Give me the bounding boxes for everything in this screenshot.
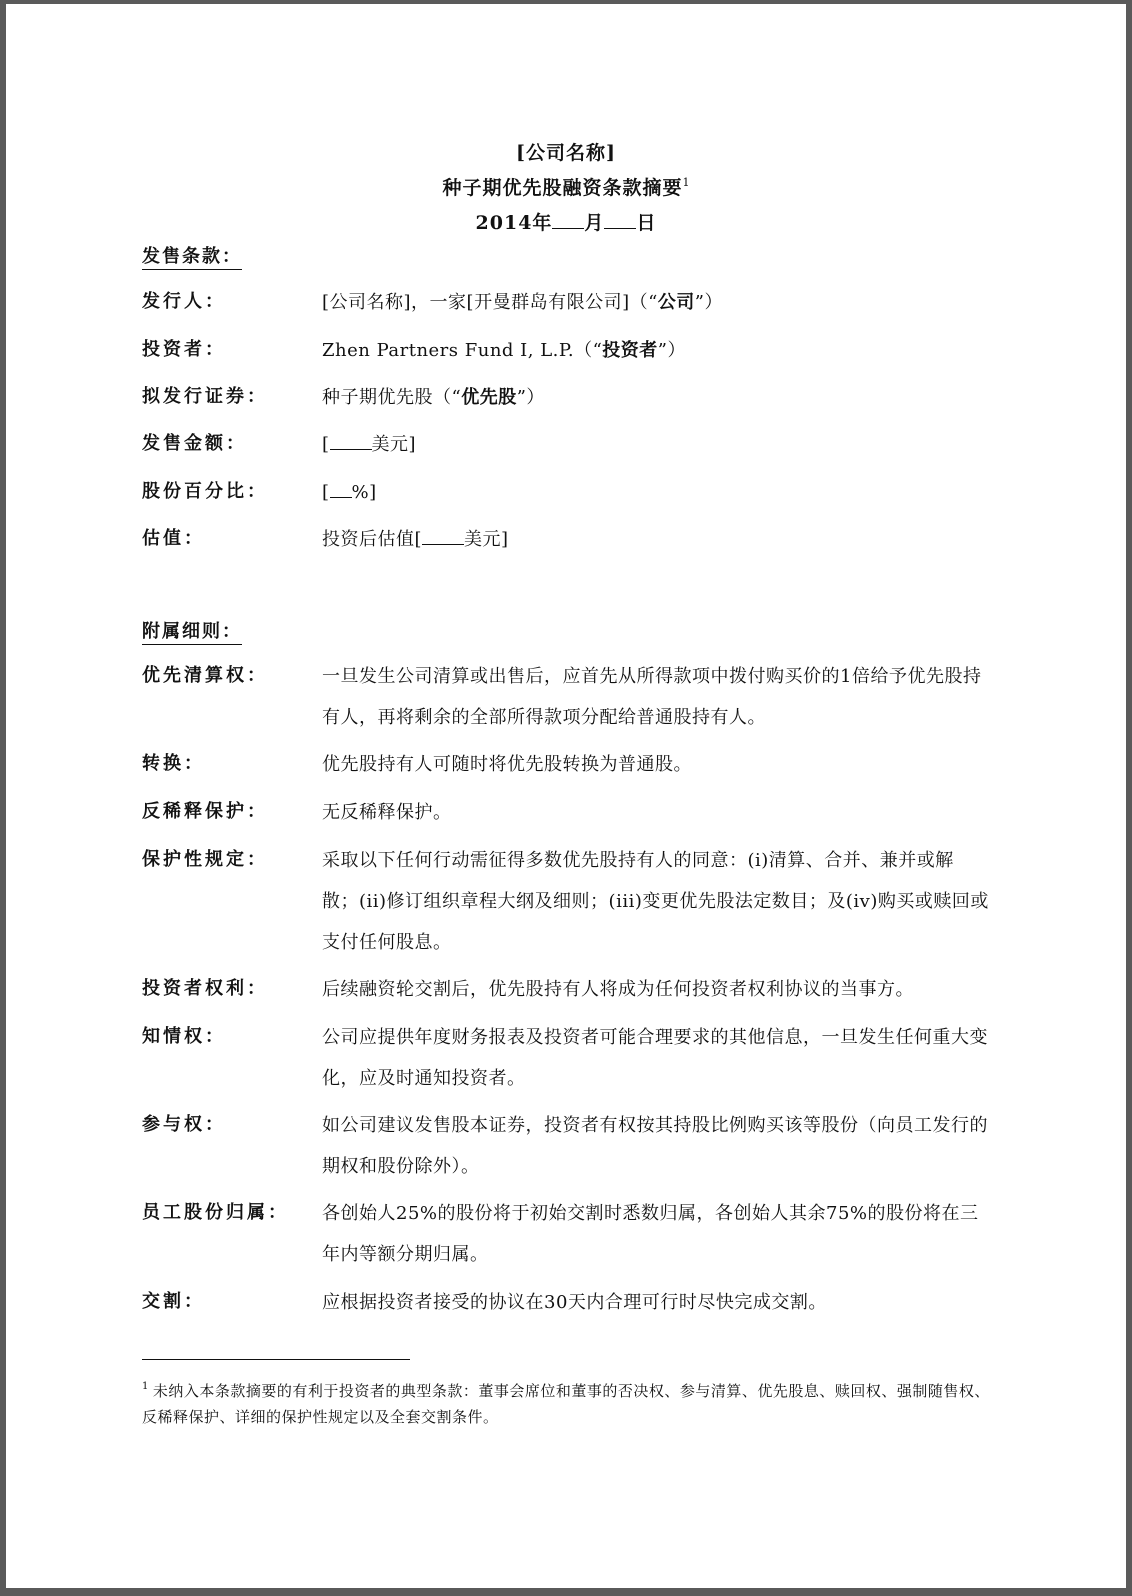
closing-label: 交割： <box>142 1291 205 1312</box>
percentage-blank <box>330 481 352 498</box>
liquidation-text: 一旦发生公司清算或出售后，应首先从所得款项中拨付购买价的1倍给予优先股持有人，再将剩余的全部所得款项分配给普通股持有人。 <box>322 666 982 728</box>
security-value: 种子期优先股（“优先股”） <box>322 387 545 408</box>
valuation-blank <box>422 528 464 545</box>
document-page <box>6 4 1126 1588</box>
conversion-label: 转换： <box>142 753 205 774</box>
percentage-label: 股份百分比： <box>142 481 268 502</box>
amount-value[interactable]: [ 美元] <box>322 434 417 455</box>
offering-section-title: 发售条款： <box>142 242 242 270</box>
participation-text: 如公司建议发售股本证券，投资者有权按其持股比例购买该等股份（向员工发行的期权和股份除外）。 <box>322 1115 988 1177</box>
participation-label: 参与权： <box>142 1114 226 1135</box>
terms-section-title: 附属细则： <box>142 617 242 645</box>
day-blank <box>604 212 636 229</box>
month-blank <box>552 212 584 229</box>
footnote <box>142 1374 992 1430</box>
document-title <box>6 173 1126 200</box>
anti-dilution-text: 无反稀释保护。 <box>322 802 452 823</box>
conversion-text: 优先股持有人可随时将优先股转换为普通股。 <box>322 754 692 775</box>
liquidation-label: 优先清算权： <box>142 665 268 686</box>
security-label: 拟发行证券： <box>142 386 268 407</box>
anti-dilution-label: 反稀释保护： <box>142 801 268 822</box>
closing-text: 应根据投资者接受的协议在30天内合理可行时尽快完成交割。 <box>322 1292 827 1313</box>
information-text: 公司应提供年度财务报表及投资者可能合理要求的其他信息，一旦发生任何重大变化，应及时通知投资者。 <box>322 1027 988 1089</box>
title-text: 种子期优先股融资条款摘要 <box>442 177 683 199</box>
valuation-value[interactable]: 投资后估值[ 美元] <box>322 529 509 550</box>
amount-label: 发售金额： <box>142 433 247 454</box>
issuer-label: 发行人： <box>142 291 226 312</box>
company-name-heading: [公司名称] <box>516 142 616 164</box>
document-date <box>6 208 1126 235</box>
valuation-label: 估值： <box>142 528 205 549</box>
protective-label: 保护性规定： <box>142 849 268 870</box>
footnote-mark: 1 <box>142 1381 149 1392</box>
investor-label: 投资者： <box>142 339 226 360</box>
footnote-text: 未纳入本条款摘要的有利于投资者的典型条款：董事会席位和董事的否决权、参与清算、优先股息、赎回权、强制随售权、反稀释保护、详细的保护性规定以及全套交割条件。 <box>142 1382 990 1426</box>
date-year: 2014年 <box>475 212 553 234</box>
amount-blank <box>330 433 372 450</box>
date-month: 月 <box>584 212 605 234</box>
investor-value: Zhen Partners Fund I, L.P.（“投资者”） <box>322 340 686 361</box>
vesting-text: 各创始人25%的股份将于初始交割时悉数归属，各创始人其余75%的股份将在三年内等额分期归属。 <box>322 1203 979 1265</box>
investor-rights-label: 投资者权利： <box>142 978 268 999</box>
date-day: 日 <box>636 212 657 234</box>
percentage-value[interactable]: [ %] <box>322 482 377 503</box>
title-footnote-mark[interactable]: 1 <box>682 176 690 189</box>
footnote-separator <box>142 1359 410 1360</box>
protective-text: 采取以下任何行动需征得多数优先股持有人的同意：(i)清算、合并、兼并或解散；(ii)修订组织章程大纲及细则；(iii)变更优先股法定数目；及(iv)购买或赎回或支付任何股息。 <box>322 850 989 953</box>
investor-rights-text: 后续融资轮交割后，优先股持有人将成为任何投资者权利协议的当事方。 <box>322 979 914 1000</box>
issuer-value: [公司名称]，一家[开曼群岛有限公司]（“公司”） <box>322 292 723 313</box>
information-label: 知情权： <box>142 1026 226 1047</box>
vesting-label: 员工股份归属： <box>142 1202 289 1223</box>
